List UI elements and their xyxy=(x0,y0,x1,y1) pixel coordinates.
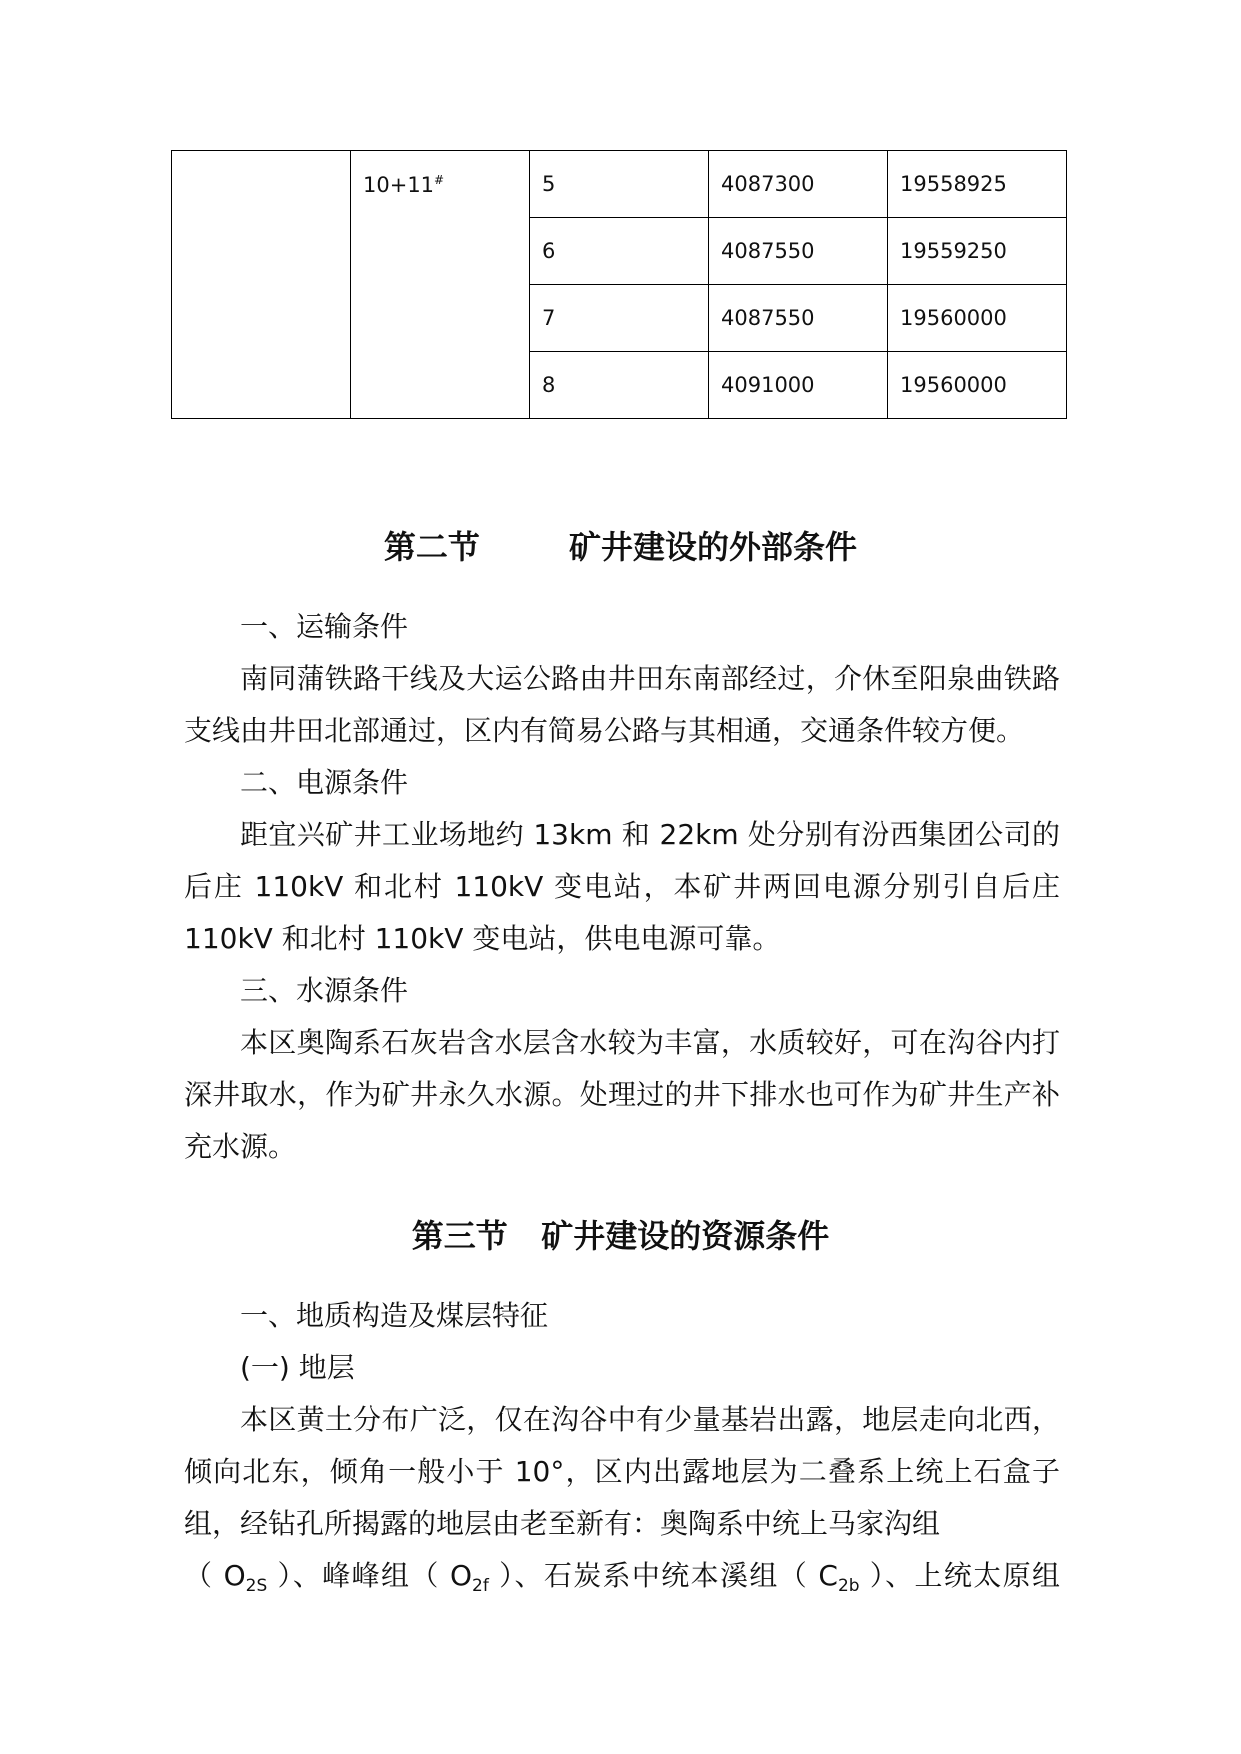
point-cell: 7 xyxy=(530,285,709,352)
x-cell: 4087550 xyxy=(709,285,888,352)
section2-title: 第二节 矿井建设的外部条件 xyxy=(383,528,858,566)
point-cell: 6 xyxy=(530,218,709,285)
text-run: ）、上统太原组 xyxy=(859,1559,1060,1592)
subscript: 2S xyxy=(245,1576,268,1596)
x-cell: 4091000 xyxy=(709,352,888,419)
x-cell: 4087550 xyxy=(709,218,888,285)
water-paragraph: 本区奥陶系石灰岩含水层含水较为丰富，水质较好，可在沟谷内打深井取水，作为矿井永久水源。处理过的井下排水也可作为矿井生产补充水源。 xyxy=(184,1026,1060,1163)
power-paragraph: 距宜兴矿井工业场地约 13km 和 22km 处分别有汾西集团公司的后庄 110kV 和北村 110kV 变电站，本矿井两回电源分别引自后庄 110kV 和北村 110kV 变电站，供电电源可靠。 xyxy=(184,818,1060,955)
text-run: ）、峰峰组（ O xyxy=(267,1559,473,1592)
transport-heading: 一、运输条件 xyxy=(240,610,409,643)
y-cell: 19558925 xyxy=(888,151,1067,218)
text-run: （ O xyxy=(184,1559,246,1592)
strata-paragraph: 本区黄土分布广泛，仅在沟谷中有少量基岩出露，地层走向北西，倾向北东，倾角一般小于 10°，区内出露地层为二叠系上统上石盒子组，经钻孔所揭露的地层由老至新有：奥陶系中统上马家沟组 xyxy=(184,1403,1060,1540)
power-heading: 二、电源条件 xyxy=(240,766,409,799)
transport-paragraph: 南同蒲铁路干线及大运公路由井田东南部经过，介休至阳泉曲铁路支线由井田北部通过，区内有简易公路与其相通，交通条件较方便。 xyxy=(184,662,1060,747)
table-row xyxy=(172,151,1067,218)
point-cell: 8 xyxy=(530,352,709,419)
subscript: 2f xyxy=(472,1576,489,1596)
text-run: ）、石炭系中统本溪组（ C xyxy=(488,1559,838,1592)
point-cell: 5 xyxy=(530,151,709,218)
table-cell-empty xyxy=(172,151,351,419)
y-cell: 19560000 xyxy=(888,352,1067,419)
seam-mark: # xyxy=(434,173,445,187)
coordinate-table xyxy=(171,150,1067,419)
x-cell: 4087300 xyxy=(709,151,888,218)
seam-cell xyxy=(351,151,530,419)
water-heading: 三、水源条件 xyxy=(240,974,409,1007)
seam-label: 10+11 xyxy=(363,173,435,197)
section3-title: 第三节 矿井建设的资源条件 xyxy=(411,1217,830,1255)
geology-heading: 一、地质构造及煤层特征 xyxy=(240,1299,549,1332)
subscript: 2b xyxy=(837,1576,860,1596)
strata-last-line xyxy=(184,1550,1060,1612)
strata-heading: (一) 地层 xyxy=(240,1351,355,1384)
y-cell: 19560000 xyxy=(888,285,1067,352)
y-cell: 19559250 xyxy=(888,218,1067,285)
